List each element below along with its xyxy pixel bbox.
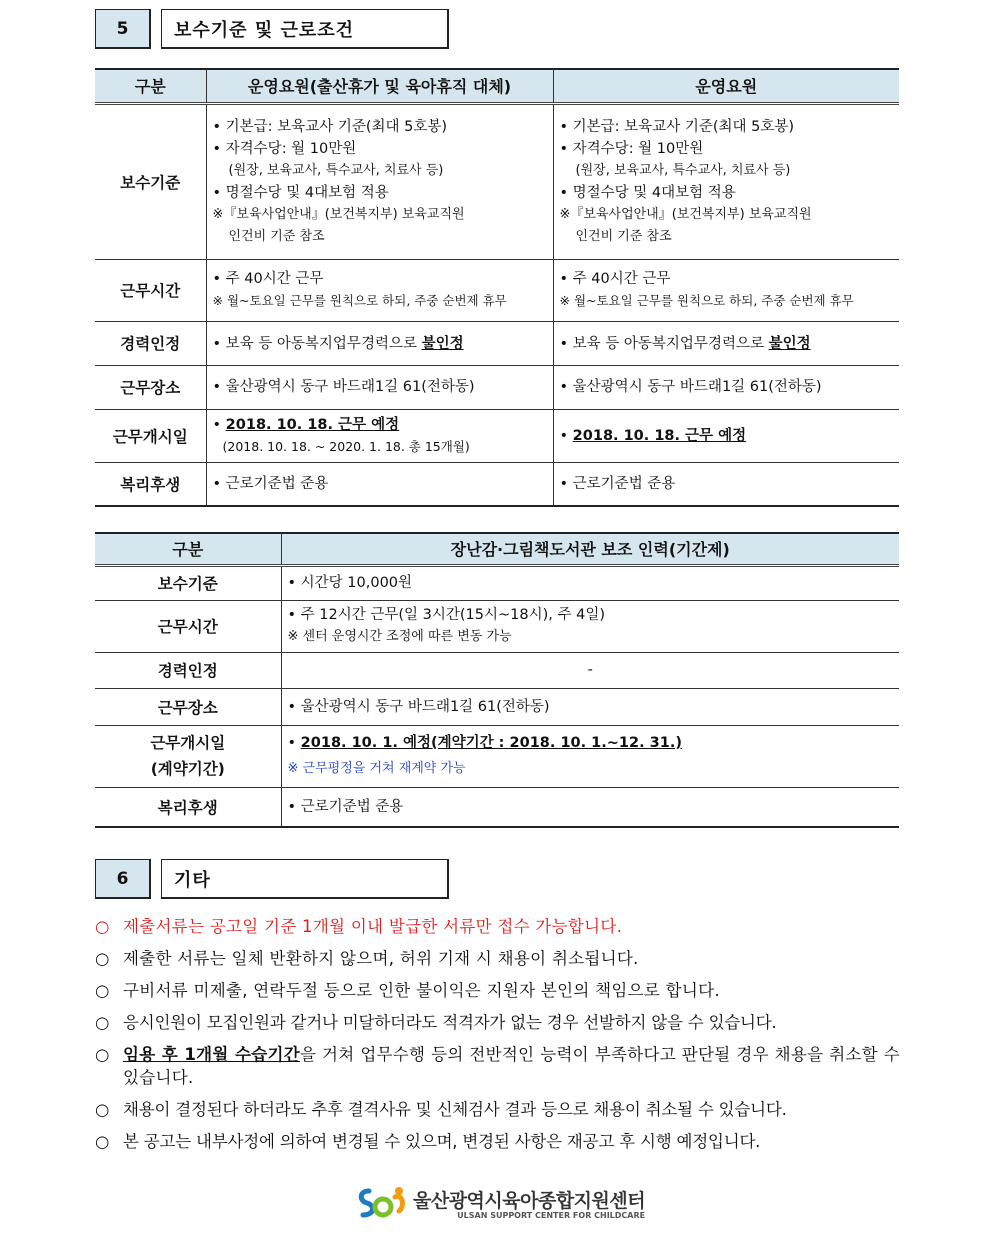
table-row-salary	[95, 565, 899, 600]
circle-marker: ○	[95, 1100, 110, 1119]
start-cell-2	[553, 409, 899, 462]
start-date: 2018. 10. 1. 예정(계약기간 : 2018. 10. 1.~12. 31.)	[300, 735, 682, 751]
row-label: 보수기준	[95, 565, 281, 600]
circle-marker: ○	[95, 1132, 110, 1151]
row-label: 복리후생	[95, 787, 281, 827]
welfare-cell-2: • 근로기준법 준용	[553, 462, 899, 506]
list-item	[95, 1098, 900, 1121]
note-text: 제출한 서류는 일체 반환하지 않으며, 허위 기재 시 채용이 취소됩니다.	[123, 949, 639, 968]
col-header-category: 구분	[95, 533, 281, 565]
salary-cell-2	[553, 103, 899, 259]
row-label: 근무시간	[95, 259, 206, 321]
row-label: 근무시간	[95, 600, 281, 652]
note-text: 응시인원이 모집인원과 같거나 미달하더라도 적격자가 없는 경우 선발하지 않을 수 있습니다.	[123, 1013, 777, 1032]
table-row-hours	[95, 600, 899, 652]
note-text	[123, 1043, 900, 1089]
salary-holiday: • 명절수당 및 4대보험 적용	[559, 184, 736, 201]
hours-note: ※ 월~토요일 근무를 원칙으로 하되, 주중 순번제 휴무	[212, 293, 507, 308]
table-row-place	[95, 365, 899, 409]
row-label: 경력인정	[95, 321, 206, 365]
bullet: •	[212, 416, 226, 433]
row-label: 근무장소	[95, 688, 281, 725]
career-cell-2	[553, 321, 899, 365]
career-text: • 보육 등 아동복지업무경력으로	[559, 335, 769, 352]
hours-note: ※ 센터 운영시간 조정에 따른 변동 가능	[287, 629, 512, 644]
start-period: (2018. 10. 18. ~ 2020. 1. 18. 총 15개월)	[222, 438, 470, 454]
note-rest: 을 거쳐 업무수행 등의 전반적인 능력이 부족하다고 판단될 경우 채용을 취소할 수 있습니다.	[123, 1045, 900, 1087]
salary-reference: ※『보육사업안내』(보건복지부) 보육교직원	[212, 206, 465, 222]
col-header-staff: 운영요원	[553, 69, 899, 103]
col-header-assistant: 장난감·그림책도서관 보조 인력(기간제)	[281, 533, 899, 565]
career-emph: 불인정	[421, 335, 464, 352]
hours-week: • 주 40시간 근무	[212, 271, 324, 287]
salary-cell: • 시간당 10,000원	[281, 565, 899, 600]
salary-reference-cont: 인건비 기준 참조	[228, 228, 325, 244]
section-title: 보수기준 및 근로조건	[161, 9, 449, 49]
note-text: 구비서류 미제출, 연락두절 등으로 인한 불이익은 지원자 본인의 책임으로 합니다.	[123, 981, 720, 1000]
salary-allowance: • 자격수당: 월 10만원	[212, 140, 357, 157]
start-date: 2018. 10. 18. 근무 예정	[225, 416, 400, 433]
start-cell-1	[206, 409, 553, 462]
table-row-career	[95, 321, 899, 365]
circle-marker: ○	[95, 917, 110, 936]
center-logo	[355, 1183, 645, 1223]
table-row-hours	[95, 259, 899, 321]
welfare-cell: • 근로기준법 준용	[281, 787, 899, 827]
salary-holiday: • 명절수당 및 4대보험 적용	[212, 184, 389, 201]
bullet: •	[559, 427, 573, 444]
career-cell: -	[281, 652, 899, 688]
place-cell-1: • 울산광역시 동구 바드래1길 61(전하동)	[206, 365, 553, 409]
start-cell	[281, 725, 899, 787]
list-item	[95, 1011, 900, 1034]
hours-week: • 주 40시간 근무	[559, 271, 671, 287]
hours-cell-2	[553, 259, 899, 321]
section-6-heading	[95, 859, 449, 899]
salary-base: • 기본급: 보육교사 기준(최대 5호봉)	[212, 118, 448, 135]
hours-week: • 주 12시간 근무(일 3시간(15시~18시), 주 4일)	[287, 607, 605, 623]
row-label: 경력인정	[95, 652, 281, 688]
list-item	[95, 1130, 900, 1153]
notes-list	[95, 915, 900, 1162]
circle-marker: ○	[95, 1045, 110, 1064]
salary-base: • 기본급: 보육교사 기준(최대 5호봉)	[559, 118, 795, 135]
section-title: 기타	[161, 859, 449, 899]
table-row-start	[95, 409, 899, 462]
note-text: 채용이 결정된다 하더라도 추후 결격사유 및 신체검사 결과 등으로 채용이 취소될 수 있습니다.	[123, 1100, 787, 1119]
row-label: 복리후생	[95, 462, 206, 506]
section-number: 5	[95, 9, 151, 49]
career-emph: 불인정	[768, 335, 811, 352]
hours-cell-1	[206, 259, 553, 321]
list-item	[95, 947, 900, 970]
row-label-line1: 근무개시일	[150, 734, 226, 752]
circle-marker: ○	[95, 981, 110, 1000]
row-label-line2: (계약기간)	[150, 760, 225, 778]
row-label: 근무장소	[95, 365, 206, 409]
career-text: • 보육 등 아동복지업무경력으로	[212, 335, 422, 352]
center-logo-icon	[355, 1183, 407, 1223]
center-name-en: ULSAN SUPPORT CENTER FOR CHILDCARE	[457, 1211, 646, 1220]
table-row-salary	[95, 103, 899, 259]
list-item	[95, 1043, 900, 1089]
section-5-heading	[95, 9, 449, 49]
col-header-category: 구분	[95, 69, 206, 103]
place-cell: • 울산광역시 동구 바드래1길 61(전하동)	[281, 688, 899, 725]
list-item	[95, 979, 900, 1002]
section-number: 6	[95, 859, 151, 899]
circle-marker: ○	[95, 949, 110, 968]
note-text: 본 공고는 내부사정에 의하여 변경될 수 있으며, 변경된 사항은 재공고 후 시행 예정입니다.	[123, 1132, 761, 1151]
place-cell-2: • 울산광역시 동구 바드래1길 61(전하동)	[553, 365, 899, 409]
list-item	[95, 915, 900, 938]
salary-cell-1	[206, 103, 553, 259]
row-label	[95, 725, 281, 787]
salary-reference-cont: 인건비 기준 참조	[575, 228, 672, 244]
circle-marker: ○	[95, 1013, 110, 1032]
table-row-career	[95, 652, 899, 688]
bullet: •	[287, 735, 301, 751]
welfare-cell-1: • 근로기준법 준용	[206, 462, 553, 506]
career-cell-1	[206, 321, 553, 365]
employment-conditions-table	[95, 68, 899, 507]
hours-note: ※ 월~토요일 근무를 원칙으로 하되, 주중 순번제 휴무	[559, 293, 854, 308]
center-name-ko: 울산광역시육아종합지원센터	[413, 1190, 646, 1212]
salary-allowance-detail: (원장, 보육교사, 특수교사, 치료사 등)	[228, 162, 444, 178]
salary-reference: ※『보육사업안내』(보건복지부) 보육교직원	[559, 206, 812, 222]
table-row-welfare	[95, 787, 899, 827]
row-label: 근무개시일	[95, 409, 206, 462]
row-label: 보수기준	[95, 103, 206, 259]
assistant-staff-table	[95, 532, 899, 828]
table-row-welfare	[95, 462, 899, 506]
salary-allowance: • 자격수당: 월 10만원	[559, 140, 704, 157]
table-row-place	[95, 688, 899, 725]
start-date: 2018. 10. 18. 근무 예정	[572, 427, 747, 444]
note-emph: 임용 후 1개월 수습기간	[123, 1045, 300, 1064]
salary-allowance-detail: (원장, 보육교사, 특수교사, 치료사 등)	[575, 162, 791, 178]
hours-cell	[281, 600, 899, 652]
col-header-substitute-staff: 운영요원(출산휴가 및 육아휴직 대체)	[206, 69, 553, 103]
note-text: 제출서류는 공고일 기준 1개월 이내 발급한 서류만 접수 가능합니다.	[123, 917, 623, 936]
table-row-start	[95, 725, 899, 787]
start-note: ※ 근무평정을 거쳐 재계약 가능	[287, 761, 466, 776]
